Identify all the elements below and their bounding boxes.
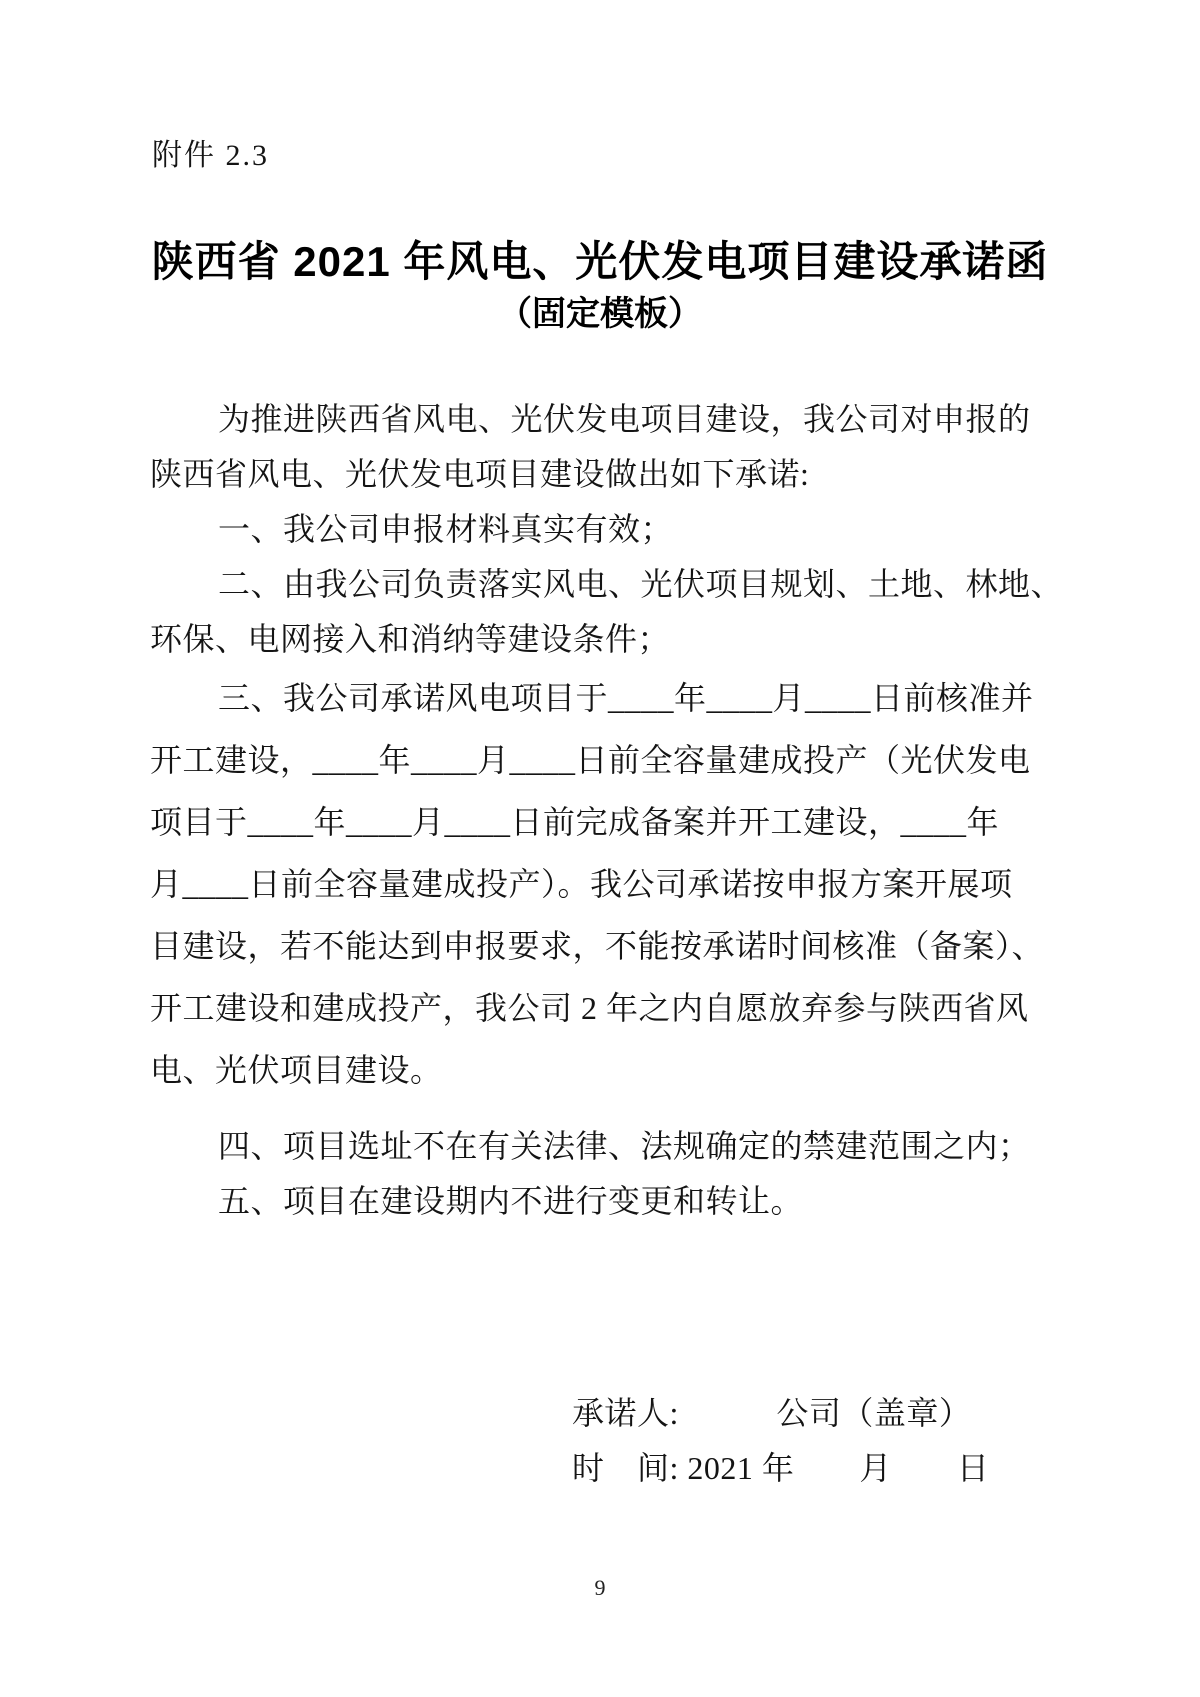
body-line: 二、由我公司负责落实风电、光伏项目规划、土地、林地、 [218,566,1064,602]
body-line: 电、光伏项目建设。 [150,1052,443,1088]
body-line: 项目于____年____月____日前完成备案并开工建设，____年 [150,804,1000,840]
body-line: 陕西省风电、光伏发电项目建设做出如下承诺: [150,456,810,492]
body-line: 为推进陕西省风电、光伏发电项目建设，我公司对申报的 [218,401,1031,437]
page-subtitle: （固定模板） [498,295,702,333]
body-line: 四、项目选址不在有关法律、法规确定的禁建范围之内； [218,1128,1031,1164]
body-line: 开工建设和建成投产，我公司 2 年之内自愿放弃参与陕西省风 [150,990,1029,1026]
body-line: 月____日前全容量建成投产）。我公司承诺按申报方案开展项 [150,866,1013,902]
body-line: 环保、电网接入和消纳等建设条件； [150,621,671,657]
signatory-line: 承诺人: 公司（盖章） [572,1395,972,1431]
body-line: 开工建设，____年____月____日前全容量建成投产（光伏发电 [150,742,1031,778]
body-line: 五、项目在建设期内不进行变更和转让。 [218,1183,804,1219]
page-title: 陕西省 2021 年风电、光伏发电项目建设承诺函 [151,238,1049,285]
page-number: 9 [594,1575,606,1600]
attachment-label: 附件 2.3 [152,139,269,172]
document-body [150,392,1062,1229]
date-line: 时 间: 2021 年 月 日 [572,1450,990,1486]
body-line: 三、我公司承诺风电项目于____年____月____日前核准并 [218,680,1034,716]
body-line: 一、我公司申报材料真实有效； [218,511,674,547]
signature-block [572,1386,989,1496]
body-line: 目建设，若不能达到申报要求，不能按承诺时间核准（备案）、 [150,928,1045,964]
